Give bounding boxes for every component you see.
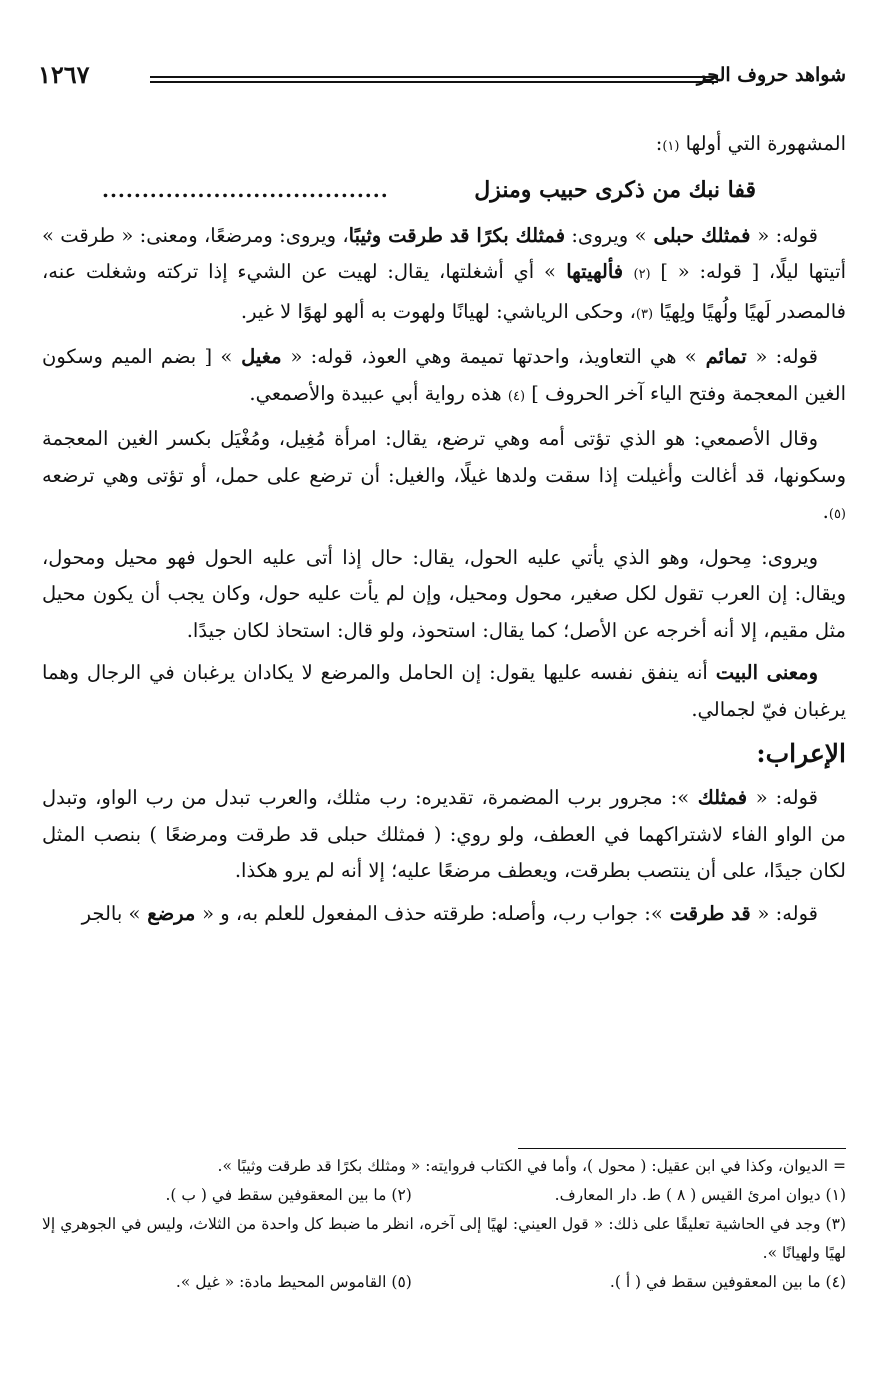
- footnotes: [42, 1152, 846, 1297]
- paragraph-5: ومعنى البيت أنه ينفق نفسه عليها يقول: إن الحامل والمرضع لا يكادان يرغبان في الرجال وهما يرغبان فيّ لجمالي.: [42, 661, 846, 721]
- main-text: [42, 126, 846, 938]
- paragraph-4: ويروى: مِحول، وهو الذي يأتي عليه الحول، يقال: حال إذا أتى عليه الحول فهو محيل ومحول، ويقال: إن العرب تقول لكل صغير، محول ومحيل، وإن لم يأت عليه حول، وكان يجب أن يكون محيل مثل مقيم، إلا أنه أخرجه عن الأصل؛ كما يقال: استحوذ، ولو قال: استحاذ لكان جيدًا.: [42, 545, 847, 642]
- footnote-ref: (١): [662, 139, 680, 154]
- paragraph-7: قوله: « قد طرقت »: جواب رب، وأصله: طرقته حذف المفعول للعلم به، و « مرضع » بالجر: [81, 901, 818, 925]
- footnote-2: (٢) ما بين المعقوفين سقط في ( ب ).: [165, 1186, 412, 1204]
- footnote-ref: (٣): [635, 306, 654, 322]
- footnote-separator: [518, 1148, 846, 1149]
- footnote-row: [42, 1181, 846, 1210]
- footnote-row: [42, 1268, 846, 1297]
- intro-line: المشهورة التي أولها (١):: [655, 132, 846, 155]
- footnote-ref: (٢): [633, 267, 651, 282]
- verse-line: [42, 172, 846, 212]
- footnote-1: (١) ديوان امرئ القيس ( ٨ ) ط. دار المعارف.: [554, 1186, 846, 1204]
- page-number: ١٢٦٧: [38, 60, 90, 89]
- footnote-4: (٤) ما بين المعقوفين سقط في ( أ ).: [609, 1273, 846, 1291]
- header-title: شواهد حروف الجر: [696, 64, 846, 86]
- running-header: [38, 62, 846, 94]
- footnote-ref: (٤): [507, 388, 526, 404]
- paragraph-2: قوله: « تمائم » هي التعاويذ، واحدتها تميمة وهي العوذ، قوله: « مغيل » [ بضم الميم وسكون الغين المعجمة وفتح الياء آخر الحروف ] (٤) هذه رواية أبي عبيدة والأصمعي.: [42, 345, 846, 405]
- paragraph-1: قوله: « فمثلك حبلى » ويروى: فمثلك بكرًا قد طرقت وثيبًا، ويروى: ومرضعًا، ومعنى: « طرقت » أتيتها ليلًا، [ قوله: « ] (٢) فألهيتها » أي أشغلتها، يقال: لهيت عن الشيء إذا تركته وشغلت عنه، فالمصدر لَهيًا ولُهيًا ولِهيًا (٣)، وحكى الرياشي: لهيانًا ولهوت به ألهو لهوًا لا غير.: [42, 223, 846, 323]
- verse-ellipsis: ....................................: [102, 177, 389, 202]
- verse-first-hemistich: قفا نبك من ذكرى حبيب ومنزل: [474, 176, 756, 203]
- footnote-ref: (٥): [828, 507, 846, 522]
- paragraph-3: وقال الأصمعي: هو الذي تؤتى أمه وهي ترضع، يقال: امرأة مُغِيل، ومُغْيَل بكسر الغين المعجمة وسكونها، قد أغالت وأغيلت إذا سقت ولدها غيلًا، والغيل: أن ترضع على حمل، أو تؤتى وهي ترضعه (٥).: [42, 427, 846, 523]
- header-double-rule: [150, 76, 718, 83]
- footnote-5: (٥) القاموس المحيط مادة: « غيل ».: [175, 1273, 412, 1291]
- footnote-continuation: = الديوان، وكذا في ابن عقيل: ( محول )، وأما في الكتاب فروايته: « ومثلك بكرًا قد طرقت وثيبًا ».: [217, 1157, 846, 1175]
- footnote-3: (٣) وجد في الحاشية تعليقًا على ذلك: « قول العيني: لهيًا إلى آخره، انظر ما ضبط كل واحدة من الثلاث، وليس في الجوهري إلا لهيًا ولهيانًا ».: [42, 1215, 846, 1262]
- section-heading-irab: الإعراب:: [756, 739, 846, 768]
- paragraph-6: قوله: « فمثلك »: مجرور برب المضمرة، تقديره: رب مثلك، والعرب تبدل من رب الواو، وتبدل من الواو الفاء لاشتراكهما في العطف، ولو روي: ( فمثلك حبلى قد طرقت ومرضعًا ) بنصب المثل لكان جيدًا، على أن ينتصب بطرقت، ويعطف مرضعًا عليه؛ إلا أنه لم يرو هكذا.: [42, 786, 846, 882]
